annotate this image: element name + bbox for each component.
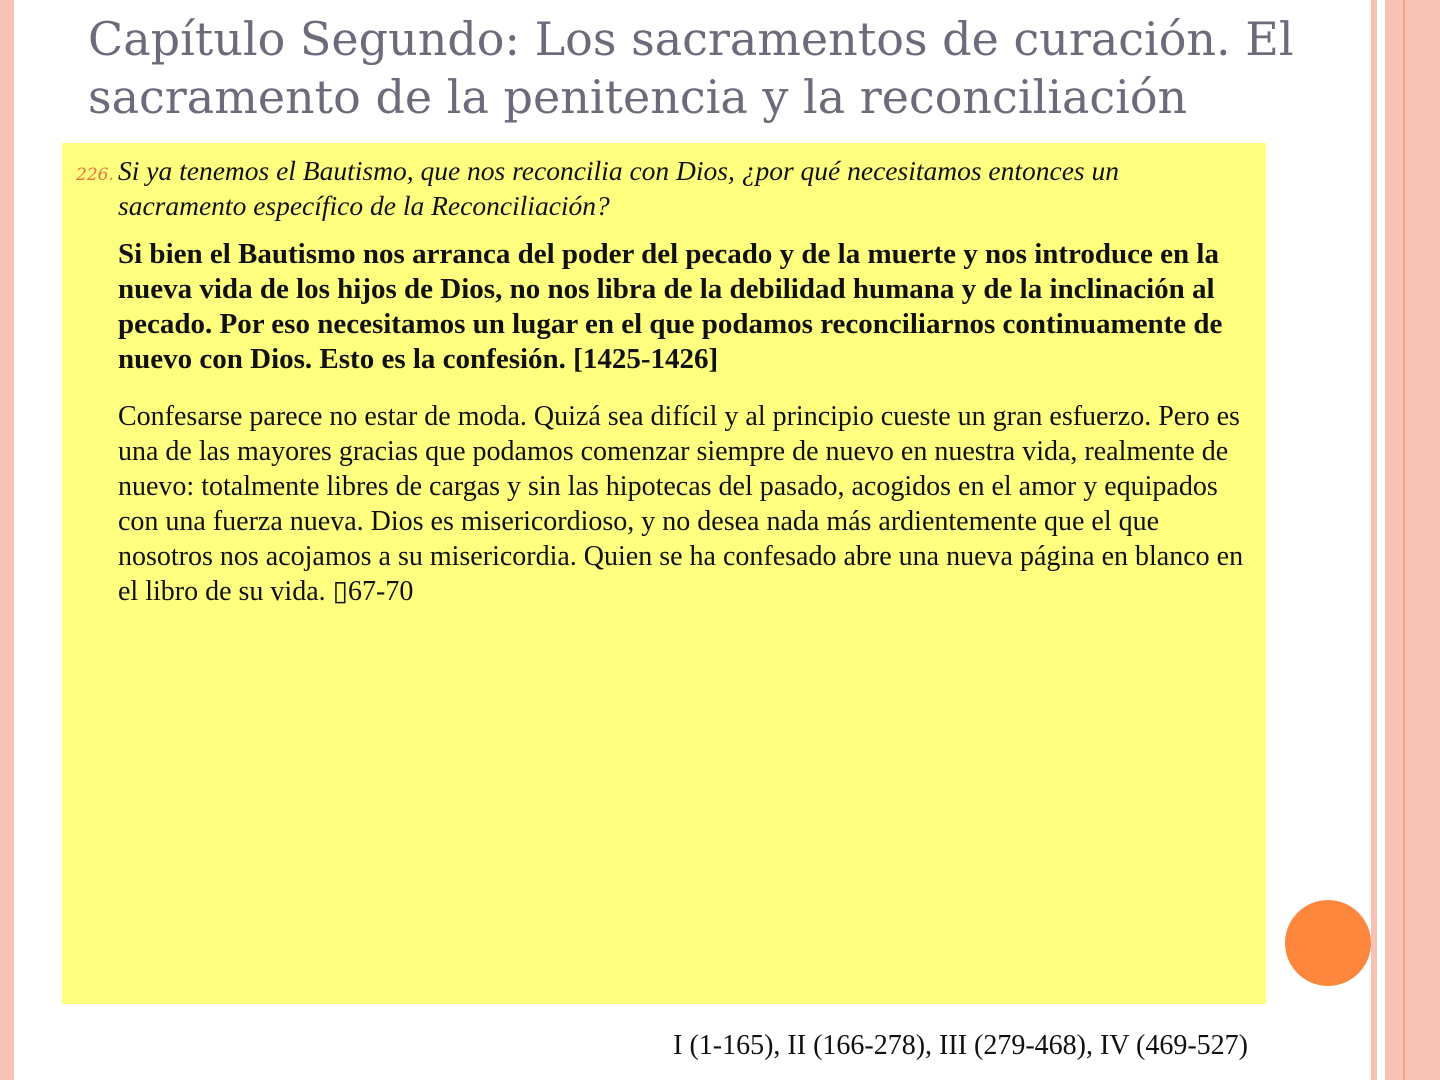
highlight-content-box xyxy=(62,143,1266,1004)
slide-title: Capítulo Segundo: Los sacramentos de curación. El sacramento de la penitencia y la reconciliación xyxy=(88,12,1294,124)
orange-circle-decoration xyxy=(1285,900,1371,986)
right-border-line-decoration xyxy=(1403,0,1405,1080)
commentary-text: Confesarse parece no estar de moda. Quizá sea difícil y al principio cueste un gran esfuerzo. Pero es una de las mayores gracias que podamos comenzar siempre de nuevo en nuestra vida, realmente de nuevo: totalmente libres de cargas y sin las hipotecas del pasado, acogidos en el amor y equipados con una fuerza nueva. Dios es misericordioso, y no desea nada más ardientemente que el que nosotros nos acojamos a su misericordia. Quien se ha confesado abre una nueva página en blanco en el libro de su vida. ▯67-70 xyxy=(118,401,1244,607)
footer-section-index: I (1-165), II (166-278), III (279-468), IV (469-527) xyxy=(673,1030,1248,1061)
question-number: 226. xyxy=(76,165,114,185)
question-text: Si ya tenemos el Bautismo, que nos reconcilia con Dios, ¿por qué necesitamos entonces un sacramento específico de la Reconciliación? xyxy=(118,155,1120,221)
question-block xyxy=(76,153,1246,223)
answer-text: Si bien el Bautismo nos arranca del poder del pecado y de la muerte y nos introduce en la nueva vida de los hijos de Dios, no nos libra de la debilidad humana y de la inclinación al pecado. Por eso necesitamos un lugar en el que podamos reconciliarnos continuamente de nuevo con Dios. Esto es la confesión. [1425-1426] xyxy=(118,238,1223,375)
right-border-thin-decoration xyxy=(1371,0,1377,1080)
left-border-decoration xyxy=(0,0,14,1080)
right-border-band-decoration xyxy=(1385,0,1440,1080)
